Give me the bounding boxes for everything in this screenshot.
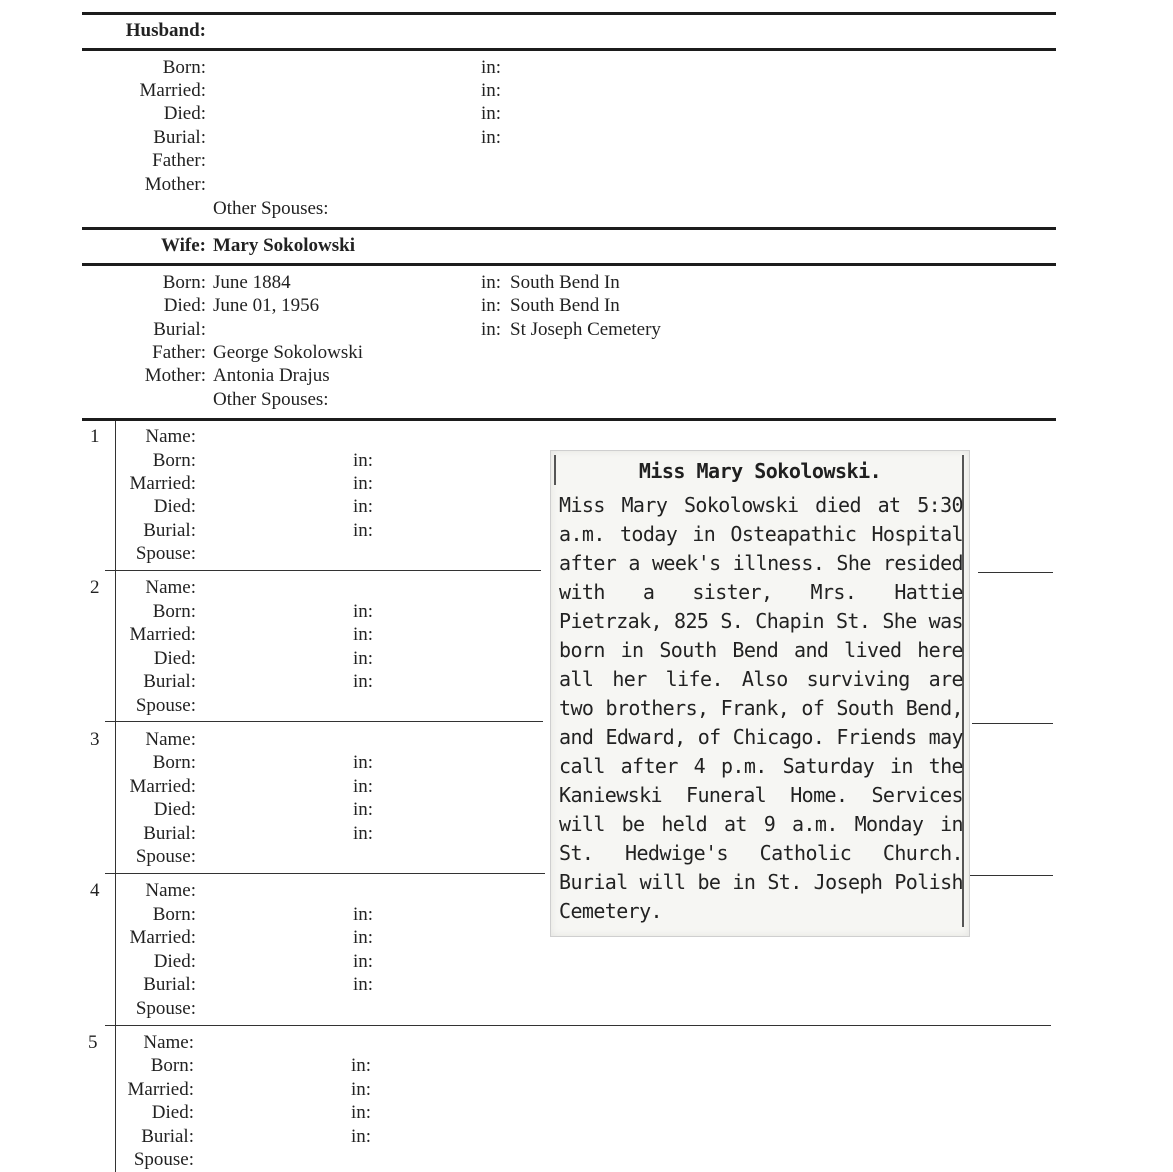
child-died-in-label: in: bbox=[351, 1102, 372, 1123]
husband-married-in-label: in: bbox=[481, 80, 502, 101]
child-name-label: Name: bbox=[145, 577, 196, 598]
child-born-in-label: in: bbox=[351, 1055, 372, 1076]
wife-burial-in-label: in: bbox=[481, 319, 502, 340]
wife-other-spouses-label: Other Spouses: bbox=[213, 389, 329, 410]
child-burial-label: Burial: bbox=[143, 823, 196, 844]
child-died-in-label: in: bbox=[353, 951, 374, 972]
child-spouse-label: Spouse: bbox=[133, 1149, 194, 1170]
child-died-label: Died: bbox=[153, 648, 196, 669]
wife-header-rule bbox=[82, 263, 1056, 266]
child-born-label: Born: bbox=[152, 450, 196, 471]
child-name-label: Name: bbox=[143, 1032, 194, 1053]
husband-father-label: Father: bbox=[152, 150, 206, 171]
wife-top-rule bbox=[82, 227, 1056, 230]
child-burial-in-label: in: bbox=[353, 520, 374, 541]
child-divider-right bbox=[978, 572, 1053, 573]
child-burial-label: Burial: bbox=[143, 671, 196, 692]
wife-born-place: South Bend In bbox=[510, 272, 620, 293]
wife-born-in-label: in: bbox=[481, 272, 502, 293]
husband-burial-label: Burial: bbox=[153, 127, 206, 148]
child-spouse-label: Spouse: bbox=[135, 846, 196, 867]
wife-died-place: South Bend In bbox=[510, 295, 620, 316]
child-spouse-label: Spouse: bbox=[135, 543, 196, 564]
child-married-label: Married: bbox=[129, 473, 196, 494]
wife-burial-place: St Joseph Cemetery bbox=[510, 319, 661, 340]
wife-father-value: George Sokolowski bbox=[213, 342, 364, 363]
child-number: 3 bbox=[90, 729, 100, 750]
obituary-title: Miss Mary Sokolowski. bbox=[638, 459, 882, 483]
husband-died-in-label: in: bbox=[481, 103, 502, 124]
child-name-label: Name: bbox=[145, 729, 196, 750]
child-married-in-label: in: bbox=[353, 776, 374, 797]
wife-mother-label: Mother: bbox=[144, 365, 206, 386]
child-divider bbox=[105, 1025, 1051, 1026]
wife-born-value: June 1884 bbox=[213, 272, 291, 293]
wife-header-label: Wife: bbox=[160, 235, 206, 256]
child-burial-label: Burial: bbox=[141, 1126, 194, 1147]
child-born-label: Born: bbox=[152, 601, 196, 622]
child-born-in-label: in: bbox=[353, 450, 374, 471]
child-born-in-label: in: bbox=[353, 752, 374, 773]
child-burial-in-label: in: bbox=[351, 1126, 372, 1147]
child-burial-label: Burial: bbox=[143, 974, 196, 995]
child-burial-in-label: in: bbox=[353, 974, 374, 995]
wife-born-label: Born: bbox=[162, 272, 206, 293]
child-number: 1 bbox=[90, 426, 100, 447]
child-died-label: Died: bbox=[153, 951, 196, 972]
child-number: 5 bbox=[88, 1032, 98, 1053]
wife-died-value: June 01, 1956 bbox=[213, 295, 320, 316]
wife-mother-value: Antonia Drajus bbox=[213, 365, 330, 386]
child-number: 4 bbox=[90, 880, 100, 901]
obituary-body: Miss Mary Sokolowski died at 5:30 a.m. today in Osteapathic Hospital after a week's illness. She resided with a sister, Mrs. Hattie Pietrzak, 825 S. Chapin St. She was born in South Bend and lived here all her life. Also surviving are two brothers, Frank, of South Bend, and Edward, of Chicago. Friends may call after 4 p.m. Saturday in the Kaniewski Funeral Home. Services will be held at 9 a.m. Monday in St. Hedwige's Catholic Church. Burial will be in St. Joseph Polish Cemetery. bbox=[559, 493, 963, 923]
child-name-label: Name: bbox=[145, 426, 196, 447]
husband-burial-in-label: in: bbox=[481, 127, 502, 148]
child-divider bbox=[105, 721, 543, 722]
husband-born-label: Born: bbox=[162, 57, 206, 78]
child-born-label: Born: bbox=[152, 752, 196, 773]
child-born-in-label: in: bbox=[353, 904, 374, 925]
child-married-in-label: in: bbox=[353, 473, 374, 494]
obituary-clipping bbox=[550, 450, 970, 937]
child-married-label: Married: bbox=[129, 776, 196, 797]
husband-top-rule bbox=[82, 12, 1056, 15]
child-married-label: Married: bbox=[129, 624, 196, 645]
wife-father-label: Father: bbox=[152, 342, 206, 363]
wife-burial-label: Burial: bbox=[153, 319, 206, 340]
child-married-label: Married: bbox=[129, 927, 196, 948]
husband-married-label: Married: bbox=[139, 80, 206, 101]
child-divider-right bbox=[970, 875, 1053, 876]
child-burial-in-label: in: bbox=[353, 823, 374, 844]
child-born-in-label: in: bbox=[353, 601, 374, 622]
child-born-label: Born: bbox=[150, 1055, 194, 1076]
child-died-in-label: in: bbox=[353, 648, 374, 669]
child-spouse-label: Spouse: bbox=[135, 695, 196, 716]
child-divider bbox=[105, 873, 545, 874]
child-died-label: Died: bbox=[151, 1102, 194, 1123]
child-number: 2 bbox=[90, 577, 100, 598]
children-top-rule bbox=[82, 418, 1056, 421]
husband-header-rule bbox=[82, 48, 1056, 51]
child-divider bbox=[105, 570, 541, 571]
wife-died-in-label: in: bbox=[481, 295, 502, 316]
child-died-label: Died: bbox=[153, 799, 196, 820]
child-died-in-label: in: bbox=[353, 799, 374, 820]
child-burial-label: Burial: bbox=[143, 520, 196, 541]
husband-mother-label: Mother: bbox=[144, 174, 206, 195]
husband-header-label: Husband: bbox=[125, 20, 206, 41]
child-married-in-label: in: bbox=[353, 927, 374, 948]
child-spouse-label: Spouse: bbox=[135, 998, 196, 1019]
child-married-label: Married: bbox=[127, 1079, 194, 1100]
child-born-label: Born: bbox=[152, 904, 196, 925]
child-died-in-label: in: bbox=[353, 496, 374, 517]
wife-name: Mary Sokolowski bbox=[213, 235, 355, 256]
child-married-in-label: in: bbox=[351, 1079, 372, 1100]
child-divider-right bbox=[972, 723, 1053, 724]
child-married-in-label: in: bbox=[353, 624, 374, 645]
wife-died-label: Died: bbox=[163, 295, 206, 316]
husband-born-in-label: in: bbox=[481, 57, 502, 78]
husband-died-label: Died: bbox=[163, 103, 206, 124]
child-burial-in-label: in: bbox=[353, 671, 374, 692]
child-died-label: Died: bbox=[153, 496, 196, 517]
child-name-label: Name: bbox=[145, 880, 196, 901]
husband-other-spouses-label: Other Spouses: bbox=[213, 198, 329, 219]
